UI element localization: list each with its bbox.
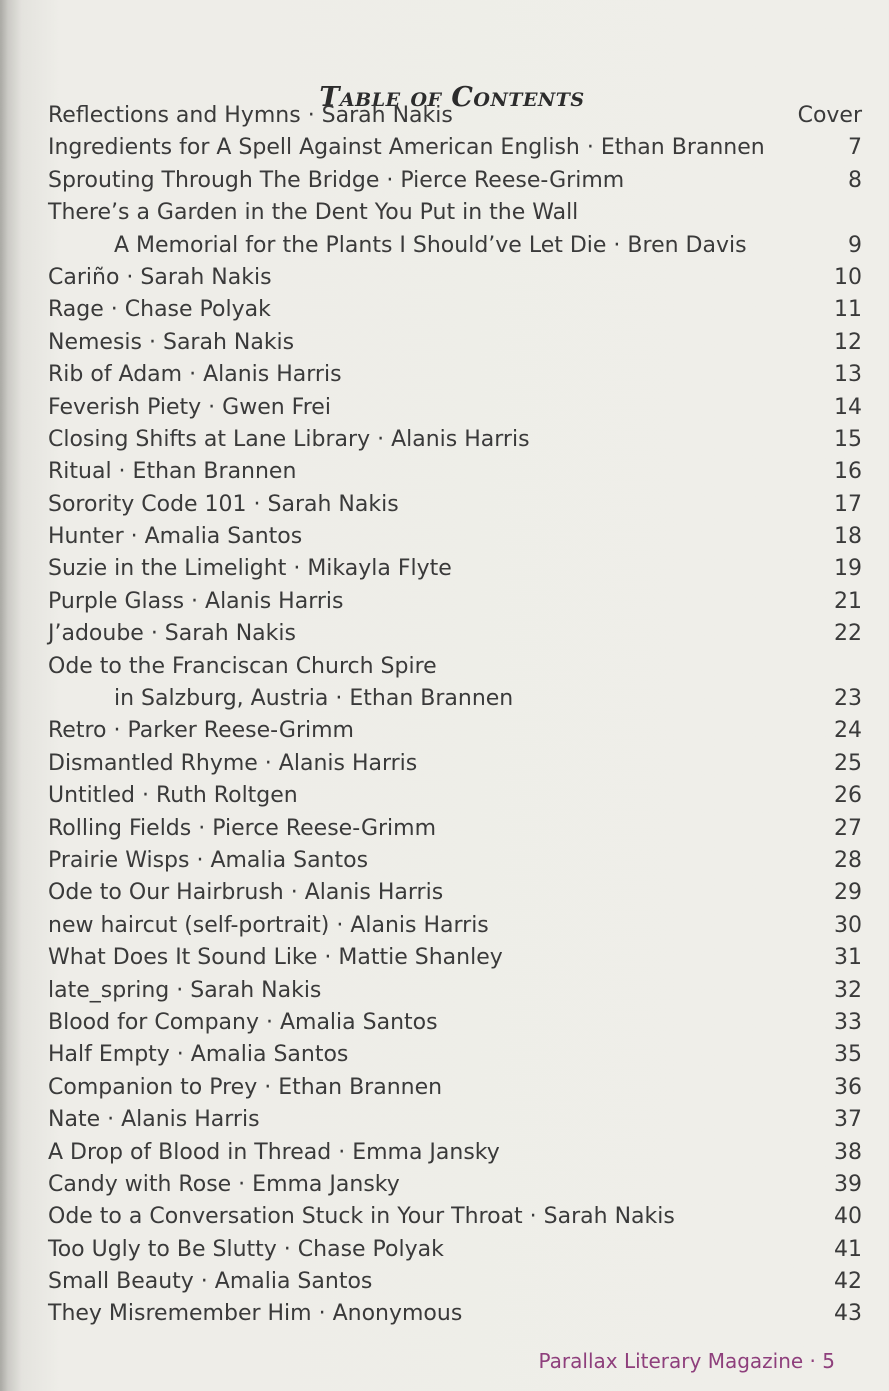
toc-entry: [40, 1007, 862, 1039]
toc-entry: [40, 489, 862, 521]
toc-entry-title: Rib of Adam · Alanis Harris: [48, 362, 342, 388]
toc-entry: [40, 910, 862, 942]
toc-entry-title: Reflections and Hymns · Sarah Nakis: [48, 103, 453, 128]
toc-entry: [40, 230, 862, 262]
toc-entry-title: Rolling Fields · Pierce Reese-Grimm: [48, 815, 437, 841]
toc-page-number: 18: [834, 524, 862, 550]
toc-entry: [40, 197, 862, 229]
toc-entry-title: There’s a Garden in the Dent You Put in the Wall: [48, 200, 579, 226]
toc-entry: [40, 845, 862, 877]
toc-page-number: 7: [848, 135, 862, 161]
toc-page-number: 33: [834, 1009, 862, 1035]
toc-entry-title: Suzie in the Limelight · Mikayla Flyte: [48, 556, 452, 582]
toc-page-number: 21: [834, 588, 862, 614]
toc-entry-title: Nate · Alanis Harris: [48, 1107, 260, 1133]
toc-entry-title: Retro · Parker Reese-Grimm: [48, 718, 354, 744]
toc-page-number: 14: [834, 394, 862, 420]
toc-entry: [40, 424, 862, 456]
toc-entry: [40, 359, 862, 391]
page-title: Table of Contents: [319, 82, 585, 114]
toc-entry-title: Sorority Code 101 · Sarah Nakis: [48, 491, 399, 517]
toc-entry-title: They Misremember Him · Anonymous: [48, 1301, 463, 1327]
toc-entry-title: Purple Glass · Alanis Harris: [48, 588, 344, 614]
toc-entry-title: Too Ugly to Be Slutty · Chase Polyak: [48, 1236, 444, 1262]
toc-entry-title: Blood for Company · Amalia Santos: [48, 1009, 438, 1035]
toc-entry: [40, 100, 862, 132]
toc-page-number: 35: [834, 1042, 862, 1068]
toc-entry: [40, 1039, 862, 1071]
toc-page-number: 39: [834, 1171, 862, 1197]
toc-entry-title: Hunter · Amalia Santos: [48, 524, 303, 550]
toc-entry: [40, 586, 862, 618]
toc-entry: [40, 294, 862, 326]
toc-entry: [40, 813, 862, 845]
toc-page-number: 32: [834, 977, 862, 1003]
toc-entry-title: Candy with Rose · Emma Jansky: [48, 1171, 400, 1197]
toc-entry-title: Untitled · Ruth Roltgen: [48, 783, 298, 809]
toc-page-number: 42: [834, 1269, 862, 1295]
toc-entry-title: Dismantled Rhyme · Alanis Harris: [48, 750, 418, 776]
toc-entry: [40, 1201, 862, 1233]
toc-page-number: 16: [834, 459, 862, 485]
toc-page-number: 36: [834, 1074, 862, 1100]
toc-entry: [40, 942, 862, 974]
toc-entry-title: Small Beauty · Amalia Santos: [48, 1269, 373, 1295]
toc-entry-title: Cariño · Sarah Nakis: [48, 264, 272, 290]
toc-page-number: 12: [834, 329, 862, 355]
toc-entry-title: What Does It Sound Like · Mattie Shanley: [48, 945, 503, 971]
toc-entry: [40, 618, 862, 650]
toc-page-number: 27: [834, 815, 862, 841]
toc-page-number: 26: [834, 783, 862, 809]
toc-entry: [40, 780, 862, 812]
toc-entry-title: in Salzburg, Austria · Ethan Brannen: [114, 686, 514, 712]
toc-page-number: 40: [834, 1204, 862, 1230]
table-of-contents: [40, 100, 862, 1331]
toc-entry: [40, 1104, 862, 1136]
toc-entry: [40, 456, 862, 488]
toc-page-number: 15: [834, 426, 862, 452]
toc-entry: [40, 553, 862, 585]
toc-page-number: 38: [834, 1139, 862, 1165]
toc-entry-title: Ode to Our Hairbrush · Alanis Harris: [48, 880, 444, 906]
toc-page-number: 19: [834, 556, 862, 582]
toc-page-number: 23: [834, 686, 862, 712]
toc-page-number: 24: [834, 718, 862, 744]
toc-page-number: 22: [834, 621, 862, 647]
toc-entry-title: A Drop of Blood in Thread · Emma Jansky: [48, 1139, 500, 1165]
toc-page-number: 41: [834, 1236, 862, 1262]
toc-entry-title: late_spring · Sarah Nakis: [48, 977, 322, 1003]
toc-entry-title: Companion to Prey · Ethan Brannen: [48, 1074, 443, 1100]
toc-entry-title: Nemesis · Sarah Nakis: [48, 329, 295, 355]
toc-page-number: 29: [834, 880, 862, 906]
toc-entry: [40, 1234, 862, 1266]
toc-page-number: 28: [834, 847, 862, 873]
toc-entry: [40, 715, 862, 747]
toc-entry-title: Closing Shifts at Lane Library · Alanis Harris: [48, 426, 530, 452]
toc-entry-title: Ode to the Franciscan Church Spire: [48, 653, 437, 679]
toc-page-number: 13: [834, 362, 862, 388]
toc-entry-title: Half Empty · Amalia Santos: [48, 1042, 349, 1068]
toc-entry: [40, 975, 862, 1007]
toc-page-number: 30: [834, 912, 862, 938]
toc-entry: [40, 165, 862, 197]
toc-page-number: 31: [834, 945, 862, 971]
toc-entry: [40, 1298, 862, 1330]
toc-page-number: 37: [834, 1107, 862, 1133]
toc-entry: [40, 748, 862, 780]
toc-entry-title: Ingredients for A Spell Against American English · Ethan Brannen: [48, 135, 765, 161]
toc-page-number: Cover: [797, 103, 862, 128]
toc-entry: [40, 521, 862, 553]
toc-entry: [40, 327, 862, 359]
toc-entry: [40, 683, 862, 715]
toc-entry-title: J’adoube · Sarah Nakis: [48, 621, 296, 647]
toc-entry: [40, 132, 862, 164]
toc-entry-title: Ritual · Ethan Brannen: [48, 459, 297, 485]
toc-page-number: 8: [848, 167, 862, 193]
toc-page-number: 9: [848, 232, 862, 258]
toc-entry: [40, 1266, 862, 1298]
toc-entry: [40, 877, 862, 909]
toc-entry-title: Rage · Chase Polyak: [48, 297, 271, 323]
toc-page-number: 25: [834, 750, 862, 776]
toc-entry: [40, 1169, 862, 1201]
toc-entry-title: Feverish Piety · Gwen Frei: [48, 394, 331, 420]
toc-page-number: 11: [834, 297, 862, 323]
toc-entry: [40, 392, 862, 424]
toc-entry: [40, 262, 862, 294]
toc-entry-title: new haircut (self-portrait) · Alanis Harris: [48, 912, 489, 938]
toc-entry: [40, 1137, 862, 1169]
toc-entry-title: Prairie Wisps · Amalia Santos: [48, 847, 369, 873]
toc-entry: [40, 1072, 862, 1104]
page-footer: Parallax Literary Magazine · 5: [538, 1349, 835, 1373]
toc-page-number: 43: [834, 1301, 862, 1327]
toc-entry-title: Ode to a Conversation Stuck in Your Throat · Sarah Nakis: [48, 1204, 675, 1230]
toc-entry-title: Sprouting Through The Bridge · Pierce Reese-Grimm: [48, 167, 625, 193]
toc-page-number: 10: [834, 264, 862, 290]
toc-entry: [40, 651, 862, 683]
toc-page-number: 17: [834, 491, 862, 517]
toc-entry-title: A Memorial for the Plants I Should’ve Let Die · Bren Davis: [114, 232, 747, 258]
